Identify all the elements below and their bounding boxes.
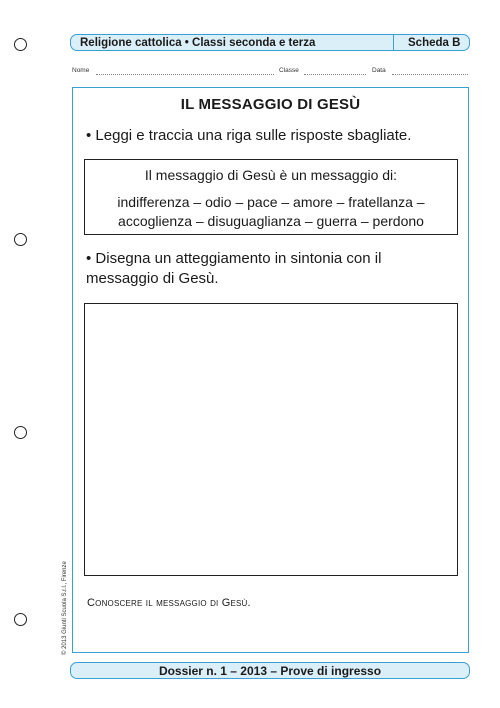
learning-objective: Conoscere il messaggio di Gesù. (87, 597, 251, 609)
footer-bar (70, 662, 470, 679)
sheet-label: Scheda B (408, 37, 461, 49)
name-field[interactable] (96, 74, 274, 75)
binder-hole-3 (14, 426, 27, 439)
binder-hole-4 (14, 613, 27, 626)
subject-title: Religione cattolica • Classi seconda e terza (80, 37, 316, 49)
dossier-label: Dossier n. 1 – 2013 – Prove di ingresso (158, 664, 382, 678)
copyright-notice: © 2013 Giunti Scuola S.r.l., Firenze (62, 561, 68, 655)
instruction-2-line-2: messaggio di Gesù. (86, 270, 219, 287)
answer-box (84, 159, 458, 235)
date-field[interactable] (392, 74, 468, 75)
drawing-area[interactable] (84, 303, 458, 576)
worksheet-title: IL MESSAGGIO DI GESÙ (180, 96, 361, 113)
instruction-2-line-1: • Disegna un atteggiamento in sintonia con il (86, 250, 382, 267)
date-label: Data (372, 67, 386, 74)
instruction-1: • Leggi e traccia una riga sulle risposte sbagliate. (86, 127, 412, 144)
name-label: Nome (72, 67, 90, 74)
binder-hole-1 (14, 38, 27, 51)
header-bar (70, 34, 470, 51)
question-text: Il messaggio di Gesù è un messaggio di: (144, 167, 398, 183)
options-line-2[interactable]: accoglienza – disuguaglianza – guerra – perdono (118, 213, 424, 229)
binder-hole-2 (14, 233, 27, 246)
options-line-1[interactable]: indifferenza – odio – pace – amore – fratellanza – (117, 194, 425, 210)
class-label: Classe (279, 67, 299, 74)
header-divider (393, 34, 394, 51)
class-field[interactable] (304, 74, 366, 75)
